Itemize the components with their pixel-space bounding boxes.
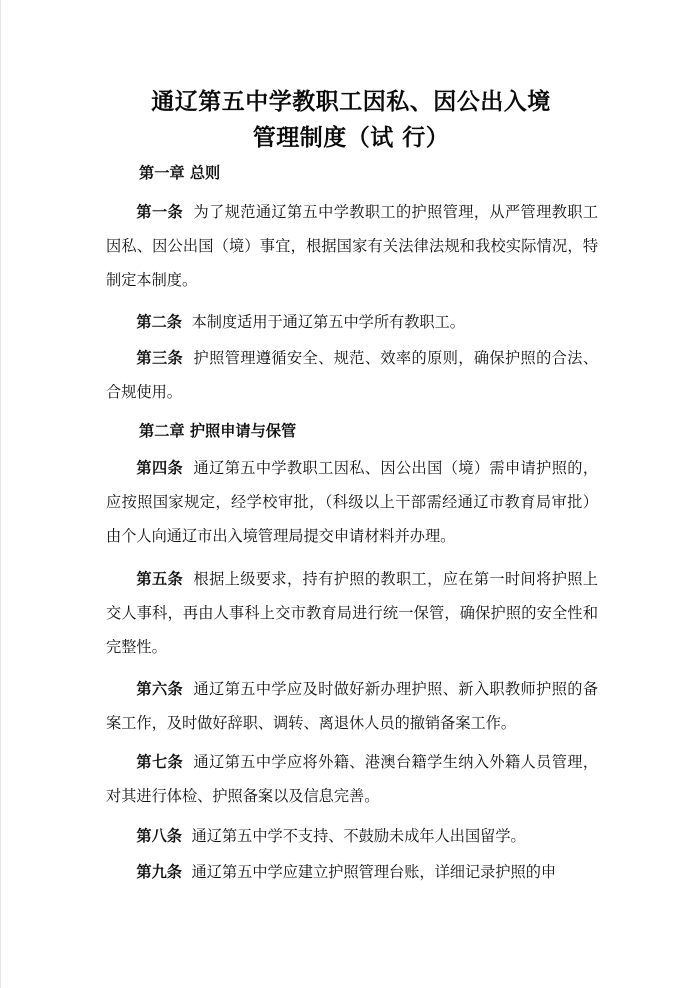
document-title-line1: 通辽第五中学教职工因私、因公出入境	[151, 89, 551, 115]
article-7	[106, 746, 598, 814]
article-6	[106, 673, 598, 741]
article-4-text: 通辽第五中学教职工因私、因公出国（境）需申请护照的，应按照国家规定，经学校审批，（科级以上干部需经通辽市教育局审批）由个人向通辽市出入境管理局提交申请材料并办理。	[106, 459, 599, 545]
article-4	[106, 452, 598, 553]
article-5-label: 第五条	[136, 570, 184, 588]
article-9-label: 第九条	[136, 863, 182, 881]
article-3	[106, 342, 598, 410]
chapter-heading-1: 第一章 总则	[139, 164, 221, 182]
article-3-label: 第三条	[136, 349, 184, 367]
article-1	[106, 196, 598, 297]
article-6-label: 第六条	[136, 680, 184, 698]
article-4-label: 第四条	[136, 459, 184, 477]
article-9-text: 通辽第五中学应建立护照管理台账，详细记录护照的申	[191, 863, 557, 881]
article-8-text: 通辽第五中学不支持、不鼓励未成年人出国留学。	[191, 827, 526, 845]
article-3-text: 护照管理遵循安全、规范、效率的原则，确保护照的合法、合规使用。	[106, 349, 599, 401]
article-5-text: 根据上级要求，持有护照的教职工，应在第一时间将护照上交人事科，再由人事科上交市教育局进行统一保管，确保护照的安全性和完整性。	[106, 570, 599, 656]
article-9	[106, 856, 598, 890]
article-2	[106, 306, 598, 340]
article-8-label: 第八条	[136, 827, 182, 845]
article-1-label: 第一条	[136, 203, 184, 221]
article-5	[106, 563, 598, 664]
article-7-label: 第七条	[136, 753, 184, 771]
article-1-text: 为了规范通辽第五中学教职工的护照管理，从严管理教职工因私、因公出国（境）事宜，根据国家有关法律法规和我校实际情况，特制定本制度。	[106, 203, 599, 289]
article-2-label: 第二条	[136, 313, 182, 331]
chapter-heading-2: 第二章 护照申请与保管	[139, 422, 297, 440]
article-6-text: 通辽第五中学应及时做好新办理护照、新入职教师护照的备案工作，及时做好辞职、调转、离退休人员的撤销备案工作。	[106, 680, 599, 732]
article-2-text: 本制度适用于通辽第五中学所有教职工。	[191, 313, 465, 331]
document-title-line2: 管理制度（试 行）	[252, 125, 450, 151]
article-8	[106, 820, 598, 854]
article-7-text: 通辽第五中学应将外籍、港澳台籍学生纳入外籍人员管理，对其进行体检、护照备案以及信息完善。	[106, 753, 599, 805]
